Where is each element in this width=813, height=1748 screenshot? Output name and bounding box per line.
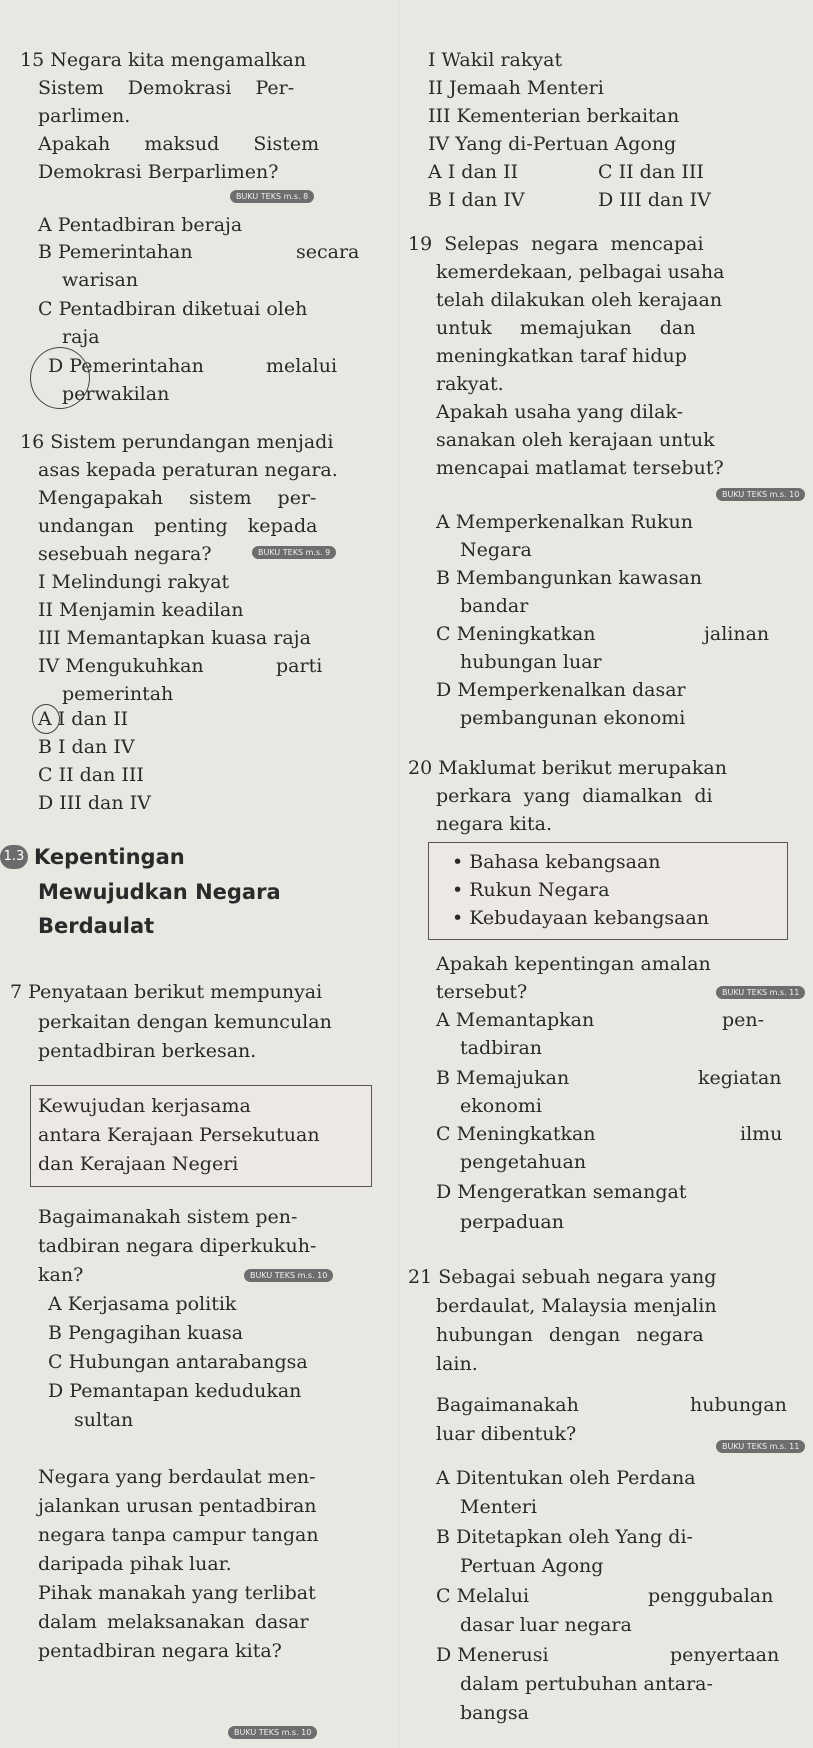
q19-option-c-jalinan: jalinan [704, 623, 770, 645]
q16-statement-ii: II Menjamin keadilan [38, 599, 244, 621]
q19-line-5: meningkatkan taraf hidup [436, 345, 687, 367]
q18-line-4: daripada pihak luar. [38, 1553, 232, 1575]
q16-line-3: Mengapakah sistem per- [38, 487, 317, 509]
q20-bullet-2: • Rukun Negara [452, 879, 610, 901]
section-title-line-2: Mewujudkan Negara [38, 880, 281, 904]
q20-bullet-1: • Bahasa kebangsaan [452, 851, 661, 873]
q19-option-a: A Memperkenalkan Rukun [436, 511, 694, 533]
q17-option-d: D Pemantapan kedudukan [48, 1380, 302, 1402]
q15-textbook-ref-badge: BUKU TEKS m.s. 8 [230, 190, 314, 203]
q15-option-b-cont: warisan [62, 269, 139, 291]
q18-line-1: Negara yang berdaulat men- [38, 1466, 316, 1488]
column-gutter [398, 0, 399, 1748]
q16-statement-i: I Melindungi rakyat [38, 571, 230, 593]
q21-option-b-cont: Pertuan Agong [460, 1555, 604, 1577]
q19-option-a-cont: Negara [460, 539, 532, 561]
q16-line-1: 16 Sistem perundangan menjadi [20, 431, 334, 453]
q21-line-2: berdaulat, Malaysia menjalin [436, 1295, 717, 1317]
q20-option-d: D Mengeratkan semangat [436, 1181, 687, 1203]
q21-option-b: B Ditetapkan oleh Yang di- [436, 1526, 693, 1548]
q15-option-a: A Pentadbiran beraja [38, 214, 243, 236]
q16-option-b: B I dan IV [38, 736, 135, 758]
q17-line-2: perkaitan dengan kemunculan [38, 1011, 332, 1033]
q18-statement-i: I Wakil rakyat [428, 49, 563, 71]
q21-option-a: A Ditentukan oleh Perdana [436, 1467, 696, 1489]
q15-line-3: parlimen. [38, 105, 131, 127]
q20-option-c: C Meningkatkan [436, 1123, 596, 1145]
q21-line-5-hubungan: hubungan [690, 1394, 787, 1416]
q19-option-c: C Meningkatkan [436, 623, 596, 645]
q18-textbook-ref-badge: BUKU TEKS m.s. 10 [228, 1726, 317, 1739]
q15-line-5: Demokrasi Berparlimen? [38, 161, 279, 183]
q16-option-c: C II dan III [38, 764, 144, 786]
q19-option-d: D Memperkenalkan dasar [436, 679, 686, 701]
q17-textbook-ref-badge: BUKU TEKS m.s. 10 [244, 1269, 333, 1282]
q19-line-4: untuk memajukan dan [436, 317, 696, 339]
q21-line-5: Bagaimanakah [436, 1394, 579, 1416]
q21-option-d-cont-2: bangsa [460, 1702, 529, 1724]
q21-option-c: C Melalui [436, 1585, 530, 1607]
q17-option-c: C Hubungan antarabangsa [48, 1351, 308, 1373]
q17-box-line-1: Kewujudan kerjasama [38, 1095, 251, 1117]
q20-option-b: B Memajukan [436, 1067, 570, 1089]
q18-line-5: Pihak manakah yang terlibat [38, 1582, 316, 1604]
q18-statement-iv: IV Yang di-Pertuan Agong [428, 133, 677, 155]
q20-question-line-2: tersebut? [436, 981, 528, 1003]
q15-option-b: B Pemerintahan [38, 241, 193, 263]
q16-statement-iv-cont: pemerintah [62, 683, 174, 705]
q18-option-c: C II dan III [598, 161, 704, 183]
q20-option-b-kegiatan: kegiatan [698, 1067, 782, 1089]
q19-line-8: sanakan oleh kerajaan untuk [436, 429, 715, 451]
q15-option-c: C Pentadbiran diketuai oleh [38, 298, 308, 320]
q18-statement-ii: II Jemaah Menteri [428, 77, 604, 99]
q19-option-b: B Membangunkan kawasan [436, 567, 702, 589]
q20-option-c-ilmu: ilmu [740, 1123, 783, 1145]
q18-line-6: dalam melaksanakan dasar [38, 1611, 309, 1633]
q20-option-b-cont: ekonomi [460, 1095, 542, 1117]
q16-statement-iv: IV Mengukuhkan [38, 655, 204, 677]
q20-option-c-cont: pengetahuan [460, 1151, 587, 1173]
q17-question-line-3: kan? [38, 1264, 84, 1286]
q18-line-2: jalankan urusan pentadbiran [38, 1495, 317, 1517]
q16-textbook-ref-badge: BUKU TEKS m.s. 9 [252, 546, 336, 559]
q17-box-line-2: antara Kerajaan Persekutuan [38, 1124, 320, 1146]
q21-line-3: hubungan dengan negara [436, 1324, 704, 1346]
q17-option-a: A Kerjasama politik [48, 1293, 237, 1315]
q21-line-1: 21 Sebagai sebuah negara yang [408, 1266, 717, 1288]
q18-option-b: B I dan IV [428, 189, 525, 211]
q21-line-6: luar dibentuk? [436, 1423, 577, 1445]
q15-option-b-secara: secara [296, 241, 360, 263]
q15-line-1: 15 Negara kita mengamalkan [20, 49, 307, 71]
q15-line-2: Sistem Demokrasi Per- [38, 77, 295, 99]
section-title-line-3: Berdaulat [38, 914, 155, 938]
q20-option-a: A Memantapkan [436, 1009, 595, 1031]
q16-statement-iii: III Memantapkan kuasa raja [38, 627, 311, 649]
q16-line-2: asas kepada peraturan negara. [38, 459, 338, 481]
q16-line-5: sesebuah negara? [38, 543, 212, 565]
q17-box-line-3: dan Kerajaan Negeri [38, 1153, 239, 1175]
q15-option-d-cont: perwakilan [62, 383, 170, 405]
q16-line-4: undangan penting kepada [38, 515, 318, 537]
q17-question-line-1: Bagaimanakah sistem pen- [38, 1206, 298, 1228]
q18-statement-iii: III Kementerian berkaitan [428, 105, 680, 127]
q21-line-4: lain. [436, 1353, 478, 1375]
q19-textbook-ref-badge: BUKU TEKS m.s. 10 [716, 488, 805, 501]
q16-statement-iv-parti: parti [276, 655, 323, 677]
q19-option-c-cont: hubungan luar [460, 651, 602, 673]
q17-option-b: B Pengagihan kuasa [48, 1322, 244, 1344]
q17-line-3: pentadbiran berkesan. [38, 1040, 257, 1062]
q20-line-2: perkara yang diamalkan di [436, 785, 713, 807]
q21-textbook-ref-badge: BUKU TEKS m.s. 11 [716, 1440, 805, 1453]
q21-option-d-penyertaan: penyertaan [670, 1644, 780, 1666]
q19-line-6: rakyat. [436, 373, 504, 395]
q17-line-1: 7 Penyataan berikut mempunyai [10, 981, 323, 1003]
q18-line-3: negara tanpa campur tangan [38, 1524, 319, 1546]
q20-bullet-3: • Kebudayaan kebangsaan [452, 907, 710, 929]
q20-option-a-pen: pen- [722, 1009, 765, 1031]
q20-option-a-cont: tadbiran [460, 1037, 543, 1059]
section-number-badge: 1.3 [0, 845, 28, 869]
q21-option-d-cont: dalam pertubuhan antara- [460, 1673, 713, 1695]
q18-option-a: A I dan II [428, 161, 519, 183]
q19-line-1: 19 Selepas negara mencapai [408, 233, 704, 255]
q21-option-d: D Menerusi [436, 1644, 549, 1666]
q21-option-c-penggubalan: penggubalan [648, 1585, 774, 1607]
q15-option-d-melalui: melalui [266, 355, 338, 377]
q19-line-9: mencapai matlamat tersebut? [436, 457, 724, 479]
q17-question-line-2: tadbiran negara diperkukuh- [38, 1235, 317, 1257]
q18-option-d: D III dan IV [598, 189, 711, 211]
q19-option-b-cont: bandar [460, 595, 529, 617]
q19-option-d-cont: pembangunan ekonomi [460, 707, 686, 729]
q19-line-7: Apakah usaha yang dilak- [436, 401, 683, 423]
q15-option-c-cont: raja [62, 326, 100, 348]
q21-option-a-cont: Menteri [460, 1496, 537, 1518]
q19-line-2: kemerdekaan, pelbagai usaha [436, 261, 725, 283]
q15-line-4: Apakah maksud Sistem [38, 133, 320, 155]
q20-textbook-ref-badge: BUKU TEKS m.s. 11 [716, 986, 805, 999]
q20-question-line-1: Apakah kepentingan amalan [436, 953, 711, 975]
q15-option-d: D Pemerintahan [48, 355, 204, 377]
q16-option-a: A I dan II [38, 708, 129, 730]
q20-line-3: negara kita. [436, 813, 553, 835]
q20-line-1: 20 Maklumat berikut merupakan [408, 757, 727, 779]
q18-line-7: pentadbiran negara kita? [38, 1640, 282, 1662]
q17-option-d-cont: sultan [74, 1409, 134, 1431]
q20-option-d-cont: perpaduan [460, 1211, 564, 1233]
q19-line-3: telah dilakukan oleh kerajaan [436, 289, 723, 311]
q21-option-c-cont: dasar luar negara [460, 1614, 632, 1636]
q16-option-d: D III dan IV [38, 792, 151, 814]
section-title-line-1: Kepentingan [34, 845, 185, 869]
